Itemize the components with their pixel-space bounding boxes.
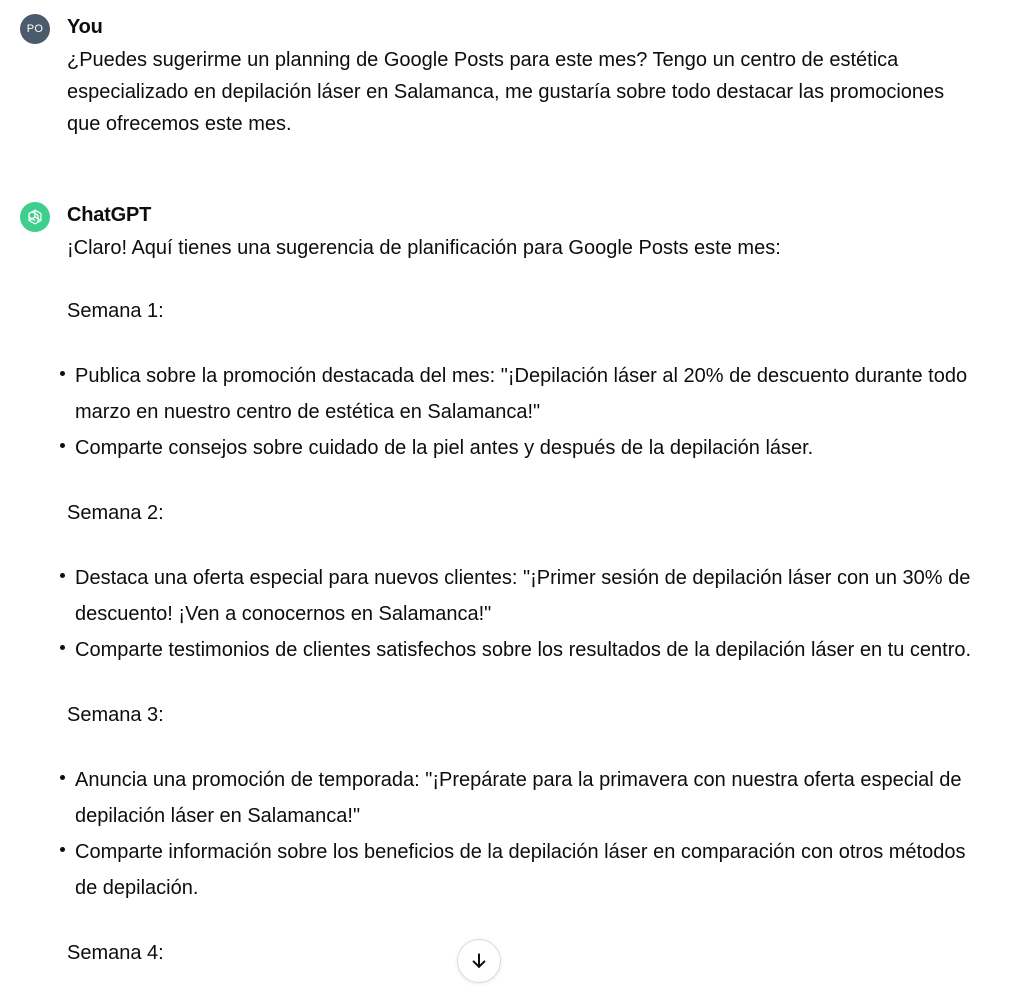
arrow-down-icon — [469, 951, 489, 971]
week-4-title: Semana 4: — [67, 942, 164, 964]
user-author-name: You — [67, 16, 103, 38]
week-1-title: Semana 1: — [67, 300, 164, 322]
list-item: Comparte testimonios de clientes satisfechos sobre los resultados de la depilación láser en tu centro. — [75, 632, 975, 668]
list-item: Comparte información sobre los beneficios de la depilación láser en comparación con otros métodos de depilación. — [75, 834, 975, 906]
list-item: Publica sobre la promoción destacada del mes: "¡Depilación láser al 20% de descuento durante todo marzo en nuestro centro de estética en Salamanca!" — [75, 358, 975, 430]
user-message-content — [67, 44, 994, 140]
week-2-list — [67, 560, 994, 668]
assistant-intro-text: ¡Claro! Aquí tienes una sugerencia de planificación para Google Posts este mes: — [67, 237, 781, 259]
user-avatar-initials: PO — [26, 23, 44, 35]
week-1-list — [67, 358, 994, 466]
week-3-list — [67, 762, 994, 906]
scroll-to-bottom-button[interactable] — [457, 939, 501, 983]
assistant-author-name: ChatGPT — [67, 204, 152, 226]
assistant-avatar — [20, 202, 50, 232]
user-message-text: ¿Puedes sugerirme un planning de Google Posts para este mes? Tengo un centro de estética especializado en depilación láser en Salamanca, me gustaría sobre todo destacar las promociones que ofrecemos este mes. — [67, 49, 945, 135]
list-item: Anuncia una promoción de temporada: "¡Prepárate para la primavera con nuestra oferta especial de depilación láser en Salamanca!" — [75, 762, 975, 834]
openai-logo-icon — [24, 206, 46, 228]
week-3-title: Semana 3: — [67, 704, 164, 726]
list-item: Comparte consejos sobre cuidado de la piel antes y después de la depilación láser. — [75, 430, 975, 466]
list-item: Destaca una oferta especial para nuevos clientes: "¡Primer sesión de depilación láser con un 30% de descuento! ¡Ven a conocernos en Salamanca!" — [75, 560, 975, 632]
week-2-title: Semana 2: — [67, 502, 164, 524]
user-avatar — [20, 14, 50, 44]
assistant-message-content — [67, 232, 994, 1000]
